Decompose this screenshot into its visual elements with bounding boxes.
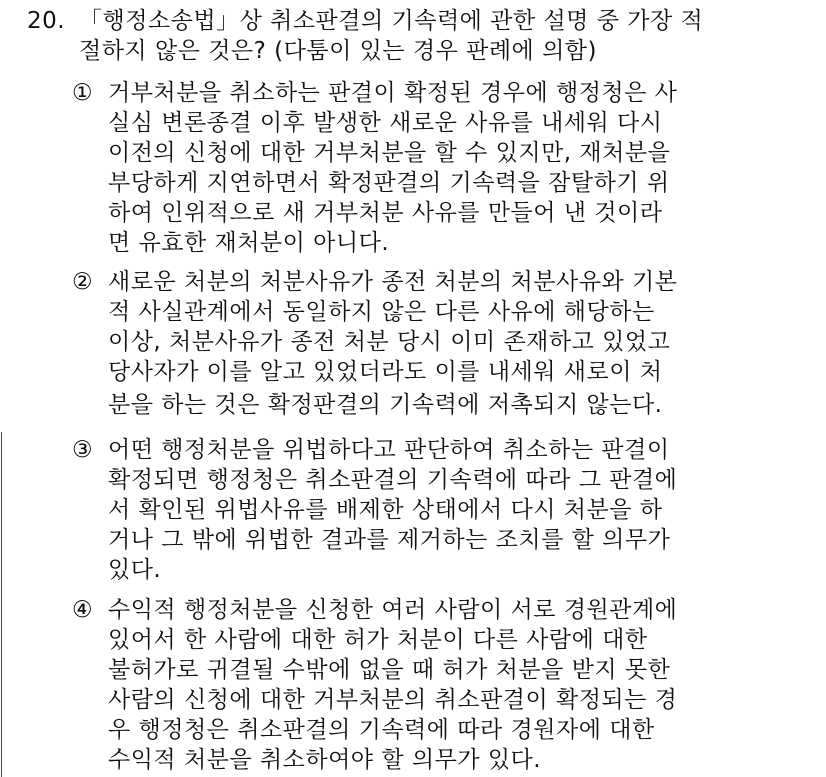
option-4-line: 우 행정청은 취소판결의 기속력에 따라 경원자에 대한 [108,717,655,743]
option-3-marker: ③ [72,437,94,463]
question-text-line-2: 절하지 않은 것은? (다툼이 있는 경우 판례에 의함) [79,38,597,64]
option-2-line: 적 사실관계에서 동일하지 않은 다른 사유에 해당하는 [108,299,655,325]
option-1-marker: ① [72,80,94,106]
option-1-line: 하여 인위적으로 새 거부처분 사유를 만들어 낸 것이라 [108,200,663,226]
question-stem [27,6,787,66]
option-3-line: 있다. [108,557,162,583]
option-3-line: 확정되면 행정청은 취소판결의 기속력에 따라 그 판결에 [108,467,678,493]
option-4-line: 불허가로 귀결될 수밖에 없을 때 허가 처분을 받지 못한 [108,657,671,683]
option-2-line: 새로운 처분의 처분사유가 종전 처분의 처분사유와 기본 [108,269,678,295]
option-2-marker: ② [72,269,94,295]
option-4-marker: ④ [72,597,94,623]
question-number: 20. [27,8,66,34]
option-3-line: 서 확인된 위법사유를 배제한 상태에서 다시 처분을 하 [108,497,663,523]
option-4-line: 수익적 행정처분을 신청한 여러 사람이 서로 경원관계에 [108,597,678,623]
option-4[interactable] [72,595,772,775]
page-margin-line [1,432,2,777]
option-2[interactable] [72,267,772,385]
option-2-line-clipped: 당사자가 이를 알고 있었더라도 이를 내세워 새로이 처 [108,359,663,385]
option-3[interactable] [72,435,772,585]
option-1-line: 거부처분을 취소하는 판결이 확정된 경우에 행정청은 사 [108,80,678,106]
option-1-line: 면 유효한 재처분이 아니다. [108,230,390,256]
option-2-line: 분을 하는 것은 확정판결의 기속력에 저촉되지 않는다. [108,392,663,418]
option-1[interactable] [72,78,772,258]
option-1-line: 부당하게 지연하면서 확정판결의 기속력을 잠탈하기 위 [108,170,670,196]
option-4-line: 있어서 한 사람에 대한 허가 처분이 다른 사람에 대한 [108,627,648,653]
option-3-line: 어떤 행정처분을 위법하다고 판단하여 취소하는 판결이 [108,437,670,463]
option-1-line: 실심 변론종결 이후 발생한 새로운 사유를 내세워 다시 [108,110,663,136]
option-3-line: 거나 그 밖에 위법한 결과를 제거하는 조치를 할 의무가 [108,527,671,553]
option-2-continued [72,390,772,420]
option-4-line: 사람의 신청에 대한 거부처분의 취소판결이 확정되는 경 [108,687,678,713]
option-1-line: 이전의 신청에 대한 거부처분을 할 수 있지만, 재처분을 [108,140,671,166]
question-text-line-1: 「행정소송법」상 취소판결의 기속력에 관한 설명 중 가장 적 [79,8,704,34]
option-2-line: 이상, 처분사유가 종전 처분 당시 이미 존재하고 있었고 [108,329,671,355]
option-4-line: 수익적 처분을 취소하여야 할 의무가 있다. [108,747,542,773]
